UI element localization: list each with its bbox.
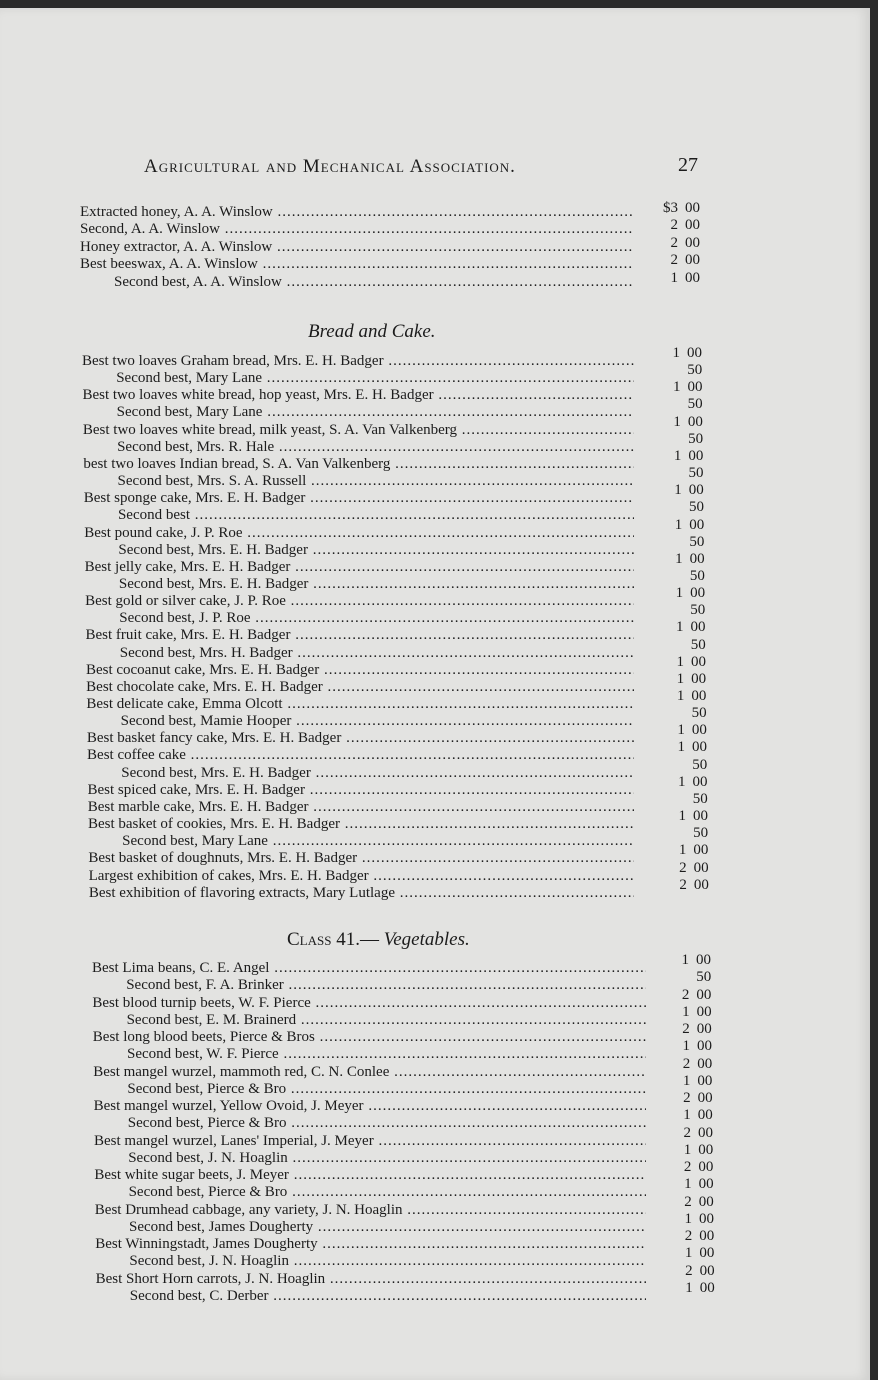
premium-entry: [118, 542, 634, 559]
entry-label: Second best, Mrs. R. Hale .....: [117, 439, 634, 455]
entry-amount: [669, 1142, 713, 1159]
entry-amount: [667, 987, 711, 1004]
entry-amount: [668, 1021, 712, 1038]
amount-dollars: 1: [675, 585, 684, 602]
entry-label: Best mangel wurzel, mammoth red, C. N. Conlee .....: [93, 1064, 646, 1080]
amount-cents: 50: [687, 362, 703, 379]
entry-label: Best sponge cake, Mrs. E. H. Badger .....: [84, 490, 634, 506]
premium-entry: [95, 1236, 646, 1253]
amount-cents: 00: [698, 1159, 714, 1175]
amount-dollars: $3: [663, 200, 678, 216]
amount-cents: 00: [693, 842, 709, 859]
entry-amount: [663, 757, 707, 774]
premium-entry: [93, 1064, 646, 1081]
premium-entry: [127, 1012, 646, 1029]
header-title: Agricultural and Mechanical Association.: [144, 156, 516, 177]
amount-dollars: 1: [678, 842, 687, 859]
entry-label: Best beeswax, A. A. Winslow .....: [80, 256, 632, 272]
premium-entry: [86, 627, 634, 644]
amount-cents: 00: [699, 1245, 715, 1262]
amount-dollars: 1: [677, 739, 686, 756]
amount-cents: 00: [699, 1279, 715, 1296]
amount-dollars: 1: [682, 1038, 690, 1055]
amount-dollars: 1: [675, 550, 683, 567]
amount-dollars: 2: [670, 252, 678, 269]
amount-cents: 00: [688, 482, 704, 499]
premium-entry: [116, 370, 634, 387]
section-heading-bread-and-cake: [308, 321, 436, 343]
entry-amount: [660, 534, 704, 551]
amount-dollars: 1: [673, 413, 681, 430]
premium-entry: [114, 274, 632, 291]
premium-entry: [87, 730, 634, 747]
amount-cents: 00: [689, 516, 705, 533]
premium-entry: [94, 1133, 646, 1150]
amount-cents: 00: [699, 1262, 715, 1279]
premium-entry: [80, 221, 632, 238]
premium-entry: [119, 610, 634, 627]
entry-label: Best two loaves Graham bread, Mrs. E. H. Badger .....: [82, 353, 634, 369]
entry-label: Best delicate cake, Emma Olcott .....: [86, 696, 634, 712]
amount-cents: 00: [699, 1210, 714, 1227]
premium-entry: [129, 1219, 646, 1236]
premium-entry: [86, 662, 634, 679]
entry-amount: [665, 877, 709, 894]
entry-label: Second best, Mary Lane .....: [122, 833, 634, 849]
entry-label: Second best, F. A. Brinker .....: [126, 977, 646, 993]
entry-amount: [658, 379, 702, 396]
entry-amount: [668, 1073, 712, 1090]
amount-dollars: 1: [672, 379, 681, 396]
entry-label: Second best, James Dougherty .....: [129, 1219, 646, 1235]
entry-label: Second best, Mary Lane .....: [117, 404, 634, 420]
amount-cents: 00: [696, 952, 711, 968]
amount-dollars: 1: [678, 773, 686, 790]
premium-entry: [130, 1288, 646, 1305]
amount-cents: 00: [693, 876, 709, 893]
entry-label: Best basket of cookies, Mrs. E. H. Badger .....: [88, 816, 634, 832]
entry-label: Second best, C. Derber .....: [130, 1288, 646, 1304]
entry-amount: [661, 551, 705, 568]
amount-cents: 00: [689, 550, 705, 567]
entry-amount: [667, 969, 711, 986]
entry-label: Second best, Mamie Hooper .....: [121, 713, 634, 729]
amount-dollars: 1: [681, 952, 689, 968]
entry-label: Second best, Mrs. S. A. Russell .....: [118, 473, 634, 489]
premium-entry: [126, 977, 646, 994]
amount-dollars: 1: [684, 1245, 693, 1262]
entry-label: Best mangel wurzel, Lanes' Imperial, J. Meyer .....: [94, 1133, 646, 1149]
entry-amount: [662, 671, 706, 688]
amount-dollars: 2: [683, 1090, 691, 1106]
entry-amount: [669, 1159, 713, 1176]
running-header: [140, 154, 700, 180]
entry-amount: [660, 517, 704, 534]
entry-label: Best Short Horn carrots, J. N. Hoaglin .....: [96, 1271, 646, 1287]
amount-dollars: 1: [682, 1072, 691, 1089]
entry-amount: [659, 448, 703, 465]
entry-label: Best blood turnip beets, W. F. Pierce .....: [92, 995, 646, 1011]
premium-entry: [121, 713, 634, 730]
amount-cents: 00: [690, 585, 706, 602]
premium-entry: [118, 473, 634, 490]
amount-dollars: 2: [683, 1124, 691, 1141]
premium-entry: [89, 868, 634, 885]
entry-amount: [661, 585, 705, 602]
entry-amount: [661, 602, 705, 619]
section-title: Bread and Cake.: [308, 321, 436, 342]
entry-amount: [664, 791, 708, 808]
entry-label: Second best .....: [118, 507, 634, 523]
entry-amount: [658, 362, 702, 379]
amount-cents: 00: [698, 1193, 714, 1210]
entry-amount: [669, 1107, 713, 1124]
entry-amount: [659, 396, 703, 413]
amount-cents: 00: [685, 234, 700, 251]
entry-amount: [671, 1263, 715, 1280]
amount-dollars: 1: [670, 269, 678, 286]
premium-entry: [93, 1029, 646, 1046]
amount-cents: 00: [685, 217, 700, 234]
entry-label: Second best, Mrs. E. H. Badger .....: [121, 765, 634, 781]
premium-entry: [94, 1098, 646, 1115]
amount-cents: 00: [698, 1141, 714, 1158]
entry-amount: [670, 1228, 714, 1245]
amount-dollars: 2: [681, 986, 690, 1003]
entry-label: Extracted honey, A. A. Winslow .....: [80, 204, 632, 220]
premium-entry: [80, 204, 632, 221]
amount-cents: 50: [693, 825, 709, 842]
entry-label: Best cocoanut cake, Mrs. E. H. Badger .....: [86, 662, 634, 678]
amount-cents: 00: [698, 1124, 713, 1141]
premium-entry: [86, 679, 634, 696]
premium-entry: [85, 559, 634, 576]
entry-label: Second best, Mrs. E. H. Badger .....: [119, 576, 634, 592]
entry-amount: [663, 722, 707, 739]
premium-entry: [95, 1202, 646, 1219]
entry-label: Honey extractor, A. A. Winslow .....: [80, 239, 632, 255]
entry-amount: [663, 739, 707, 756]
entry-amount: [656, 217, 700, 234]
premium-entry: [129, 1184, 646, 1201]
entry-label: Best mangel wurzel, Yellow Ovoid, J. Meyer .....: [94, 1098, 646, 1114]
entry-label: Best basket fancy cake, Mrs. E. H. Badger .....: [87, 730, 634, 746]
entry-amount: [668, 1056, 712, 1073]
premium-entry: [82, 353, 634, 370]
entry-amount: [670, 1211, 714, 1228]
premium-entry: [127, 1046, 646, 1063]
amount-cents: 00: [696, 1021, 712, 1037]
entry-amount: [669, 1090, 713, 1107]
amount-dollars: 2: [679, 859, 687, 876]
entry-label: Second best, Mrs. H. Badger .....: [120, 645, 634, 661]
entry-label: Best pound cake, J. P. Roe .....: [84, 525, 634, 541]
amount-cents: 50: [696, 969, 712, 986]
section-title: Vegetables.: [383, 929, 470, 950]
premium-entry: [128, 1150, 646, 1167]
amount-cents: 50: [691, 705, 707, 722]
entry-label: Best marble cake, Mrs. E. H. Badger .....: [88, 799, 634, 815]
entry-label: Second best, E. M. Brainerd .....: [127, 1012, 646, 1028]
amount-dollars: 2: [679, 876, 687, 893]
premium-entry: [121, 765, 634, 782]
amount-cents: 50: [692, 756, 708, 773]
premium-entry: [129, 1253, 646, 1270]
premium-entry: [85, 593, 634, 610]
premium-entry: [88, 816, 634, 833]
premium-entry: [84, 525, 634, 542]
amount-cents: 50: [689, 567, 705, 584]
amount-cents: 00: [697, 1107, 713, 1124]
entry-amount: [660, 499, 704, 516]
premium-entry: [83, 456, 634, 473]
amount-dollars: 1: [676, 670, 685, 687]
amount-cents: 00: [696, 986, 712, 1003]
entry-amount: [664, 774, 708, 791]
entry-label: best two loaves Indian bread, S. A. Van Valkenberg .....: [83, 456, 634, 472]
premium-entry: [127, 1081, 646, 1098]
entry-label: Second best, Pierce & Bro .....: [129, 1184, 646, 1200]
premium-entry: [82, 387, 634, 404]
amount-dollars: 1: [685, 1279, 693, 1296]
amount-dollars: 2: [670, 234, 678, 251]
amount-cents: 00: [693, 859, 709, 876]
entry-amount: [668, 1038, 712, 1055]
amount-dollars: 2: [685, 1262, 693, 1279]
premium-entry: [117, 439, 634, 456]
premium-entry: [88, 782, 635, 799]
entry-label: Best basket of doughnuts, Mrs. E. H. Badger .....: [88, 850, 634, 866]
entry-label: Best coffee cake .....: [87, 747, 634, 763]
premium-entry: [92, 960, 646, 977]
amount-cents: 00: [697, 1038, 712, 1055]
premium-entry: [84, 490, 634, 507]
amount-dollars: 2: [683, 1159, 692, 1175]
section-heading-vegetables: [287, 929, 470, 951]
amount-dollars: 1: [678, 808, 686, 825]
entry-label: Second best, Mrs. E. H. Badger .....: [118, 542, 634, 558]
premium-entry: [80, 256, 632, 273]
page-number: 27: [678, 154, 698, 176]
premium-entry: [88, 850, 634, 867]
entry-label: Second best, W. F. Pierce .....: [127, 1046, 646, 1062]
amount-cents: 50: [687, 396, 703, 413]
amount-cents: 00: [698, 1176, 714, 1193]
premium-entry: [118, 507, 634, 524]
entry-amount: [660, 482, 704, 499]
entry-label: Best long blood beets, Pierce & Bros .....: [93, 1029, 646, 1045]
entry-label: Largest exhibition of cakes, Mrs. E. H. Badger .....: [89, 868, 634, 884]
amount-cents: 00: [697, 1090, 713, 1106]
amount-cents: 50: [688, 465, 704, 482]
amount-cents: 50: [688, 430, 704, 447]
entry-amount: [656, 252, 700, 269]
amount-cents: 00: [692, 739, 708, 756]
premium-entry: [96, 1271, 646, 1288]
premium-entry: [128, 1115, 646, 1132]
amount-cents: 50: [690, 636, 706, 653]
entry-amount: [662, 654, 706, 671]
amount-dollars: 1: [682, 1003, 690, 1020]
premium-entry: [117, 404, 634, 421]
premium-entry: [83, 422, 634, 439]
amount-dollars: 1: [674, 516, 683, 533]
document-page: [0, 8, 870, 1380]
entry-amount: [659, 414, 703, 431]
entry-amount: [669, 1125, 713, 1142]
amount-cents: 00: [691, 688, 707, 704]
entry-label: Best chocolate cake, Mrs. E. H. Badger .....: [86, 679, 634, 695]
amount-cents: 00: [692, 808, 708, 825]
amount-dollars: 1: [676, 688, 685, 704]
entry-amount: [661, 568, 705, 585]
entry-label: Second, A. A. Winslow .....: [80, 221, 632, 237]
premium-entry: [87, 747, 634, 764]
entry-label: Best Winningstadt, James Dougherty .....: [95, 1236, 646, 1252]
entry-amount: [662, 637, 706, 654]
entry-amount: [656, 200, 700, 217]
amount-dollars: 1: [683, 1107, 691, 1124]
premium-entry: [92, 995, 646, 1012]
entry-amount: [665, 860, 709, 877]
entry-amount: [664, 825, 708, 842]
entry-label: Second best, Mary Lane .....: [116, 370, 634, 386]
entry-amount: [671, 1280, 715, 1297]
class-label: Class 41.—: [287, 929, 379, 950]
amount-cents: 50: [689, 533, 705, 550]
entry-amount: [663, 705, 707, 722]
premium-entry: [89, 885, 634, 902]
premium-entry: [94, 1167, 646, 1184]
entry-amount: [664, 808, 708, 825]
entry-amount: [667, 952, 711, 969]
entry-label: Second best, Pierce & Bro .....: [127, 1081, 646, 1097]
entry-label: Best white sugar beets, J. Meyer .....: [94, 1167, 646, 1183]
entry-amount: [662, 619, 706, 636]
entry-label: Best two loaves white bread, hop yeast, Mrs. E. H. Badger .....: [82, 387, 634, 403]
amount-cents: 00: [687, 413, 703, 430]
amount-cents: 00: [691, 670, 707, 687]
amount-cents: 00: [697, 1055, 713, 1072]
premium-entry: [120, 645, 634, 662]
entry-label: Best jelly cake, Mrs. E. H. Badger .....: [85, 559, 634, 575]
amount-dollars: 1: [684, 1210, 692, 1227]
entry-label: Best fruit cake, Mrs. E. H. Badger .....: [86, 627, 634, 643]
entry-amount: [670, 1176, 714, 1193]
entry-amount: [668, 1004, 712, 1021]
amount-dollars: 2: [670, 217, 678, 234]
amount-cents: 00: [692, 773, 708, 790]
entry-amount: [659, 431, 703, 448]
amount-cents: 00: [685, 252, 700, 269]
entry-amount: [670, 1245, 714, 1262]
amount-cents: 50: [692, 790, 708, 807]
amount-dollars: 1: [676, 653, 684, 670]
amount-dollars: 1: [674, 482, 682, 499]
amount-cents: 00: [687, 345, 702, 361]
entry-label: Second best, Pierce & Bro .....: [128, 1115, 646, 1131]
amount-cents: 00: [688, 447, 704, 464]
amount-cents: 00: [696, 1003, 712, 1020]
premium-entry: [80, 239, 632, 256]
amount-cents: 00: [691, 722, 707, 739]
amount-cents: 50: [690, 602, 706, 619]
entry-label: Best Drumhead cabbage, any variety, J. N. Hoaglin .....: [95, 1202, 646, 1218]
amount-cents: 00: [699, 1228, 715, 1244]
premium-entry: [122, 833, 634, 850]
amount-dollars: 2: [684, 1193, 692, 1210]
entry-label: Second best, J. N. Hoaglin .....: [129, 1253, 646, 1269]
entry-amount: [670, 1194, 714, 1211]
entry-amount: [656, 270, 700, 287]
entry-amount: [664, 842, 708, 859]
amount-dollars: 2: [684, 1228, 693, 1244]
amount-dollars: 1: [684, 1176, 692, 1193]
premium-entry: [119, 576, 634, 593]
amount-dollars: 1: [677, 722, 685, 739]
amount-cents: 00: [685, 269, 700, 286]
amount-cents: 50: [688, 499, 704, 516]
amount-cents: 00: [690, 653, 706, 670]
entry-label: Best two loaves white bread, milk yeast, S. A. Van Valkenberg .....: [83, 422, 634, 438]
amount-dollars: 1: [683, 1141, 692, 1158]
entry-label: Best gold or silver cake, J. P. Roe .....: [85, 593, 634, 609]
entry-amount: [658, 345, 702, 362]
entry-amount: [656, 235, 700, 252]
amount-cents: 00: [697, 1072, 713, 1089]
amount-dollars: 2: [682, 1021, 690, 1037]
entry-label: Best exhibition of flavoring extracts, Mary Lutlage .....: [89, 885, 634, 901]
entry-amount: [662, 688, 706, 705]
entry-label: Best Lima beans, C. E. Angel .....: [92, 960, 646, 976]
amount-cents: 00: [687, 379, 703, 396]
premium-entry: [88, 799, 634, 816]
entry-label: Second best, J. N. Hoaglin .....: [128, 1150, 646, 1166]
amount-dollars: 2: [682, 1055, 691, 1072]
entry-label: Second best, J. P. Roe .....: [119, 610, 634, 626]
amount-dollars: 1: [673, 447, 682, 464]
premium-entry: [86, 696, 634, 713]
entry-label: Second best, A. A. Winslow .....: [114, 274, 632, 290]
amount-dollars: 1: [676, 619, 684, 636]
entry-label: Best spiced cake, Mrs. E. H. Badger .....: [88, 782, 635, 798]
entry-amount: [660, 465, 704, 482]
amount-dollars: 1: [672, 345, 680, 361]
amount-cents: 00: [685, 200, 700, 216]
amount-cents: 00: [690, 619, 706, 636]
